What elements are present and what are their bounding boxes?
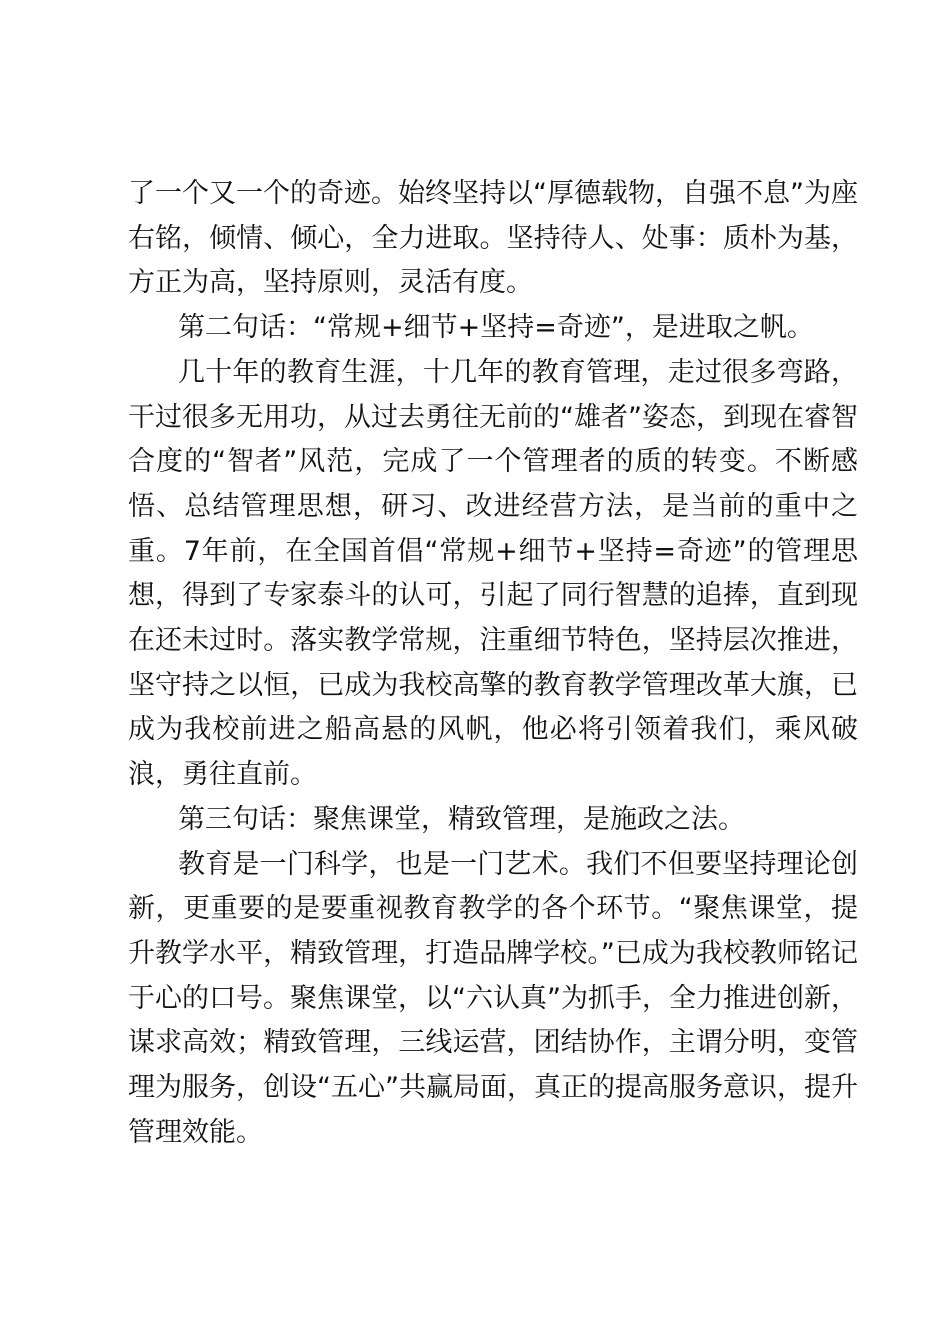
paragraph-heading-second-sentence: 第二句话：“常规+细节+坚持=奇迹”，是进取之帆。 xyxy=(178,312,814,344)
paragraph-education-career: 几十年的教育生涯，十几年的教育管理，走过很多弯路，干过很多无用功，从过去勇往无前的“雄者”姿态，到现在睿智合度的“智者”风范，完成了一个管理者的质的转变。不断感悟、总结管理思想，研习、改进经营方法，是当前的重中之重。7年前，在全国首倡“常规+细节+坚持=奇迹”的管理思想，得到了专家泰斗的认可，引起了同行智慧的追捧，直到现在还未过时。落实教学常规，注重细节特色，坚持层次推进，坚守持之以恒，已成为我校高擎的教育教学管理改革大旗，已成为我校前进之船高悬的风帆，他必将引领着我们，乘风破浪，勇往直前。 xyxy=(128,356,858,791)
document-body xyxy=(128,172,858,1155)
paragraph-continuation: 了一个又一个的奇迹。始终坚持以“厚德载物，自强不息”为座右铭，倾情、倾心，全力进取。坚持待人、处事：质朴为基，方正为高，坚持原则，灵活有度。 xyxy=(128,178,858,299)
paragraph-heading-third-sentence: 第三句话：聚焦课堂，精致管理，是施政之法。 xyxy=(178,803,745,835)
paragraph-education-science: 教育是一门科学，也是一门艺术。我们不但要坚持理论创新，更重要的是要重视教育教学的各个环节。“聚焦课堂，提升教学水平，精致管理，打造品牌学校。”已成为我校教师铭记于心的口号。聚焦课堂，以“六认真”为抓手，全力推进创新，谋求高效；精致管理，三线运营，团结协作，主谓分明，变管理为服务，创设“五心”共赢局面，真正的提高服务意识，提升管理效能。 xyxy=(128,848,858,1148)
